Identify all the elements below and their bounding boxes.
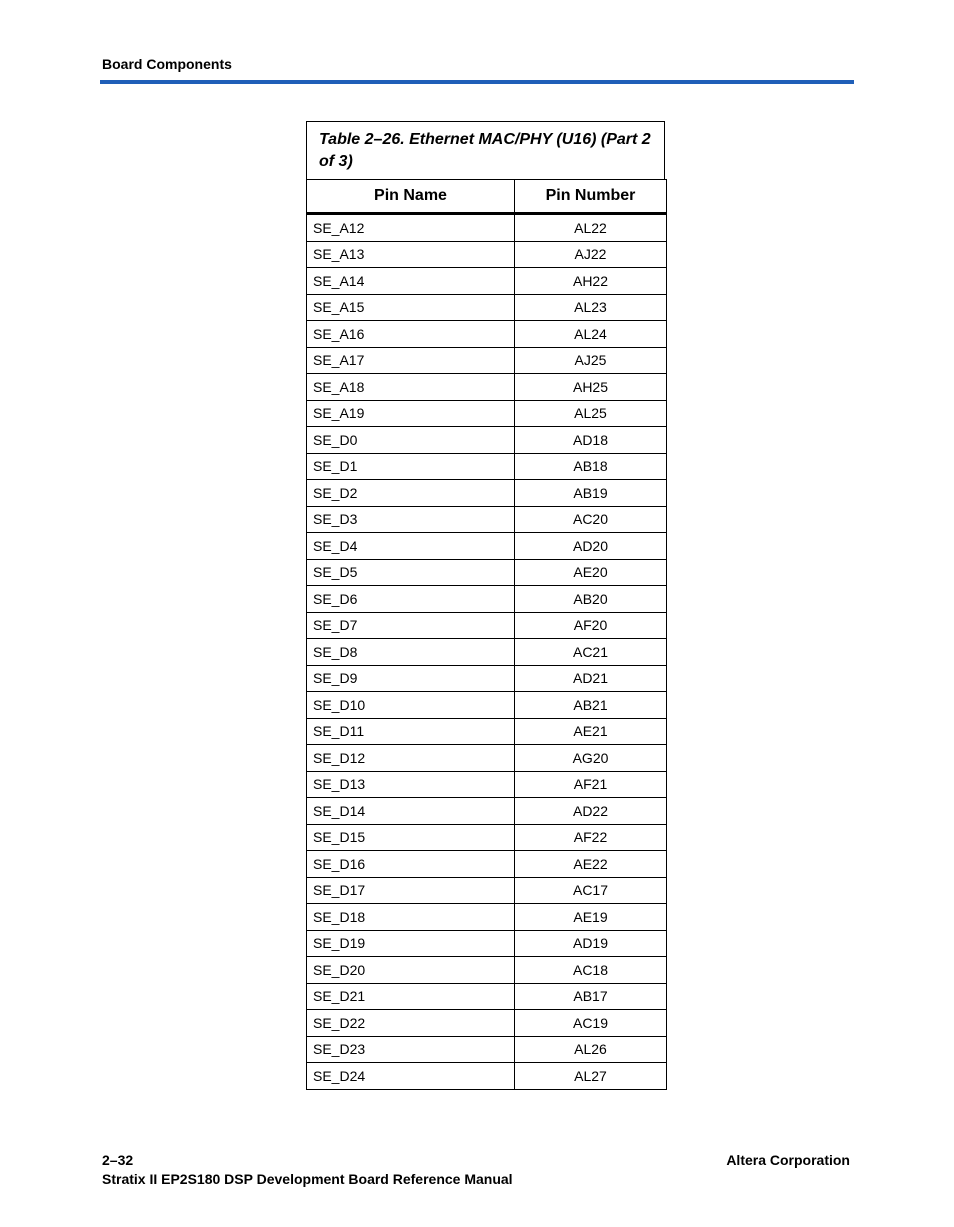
table-row [307,321,667,348]
pin-number-cell: AG20 [515,745,667,772]
pin-name-cell: SE_D4 [307,533,515,560]
table-row [307,214,667,242]
pin-number-cell: AF20 [515,612,667,639]
column-header-pin-name: Pin Name [307,180,515,214]
manual-title: Stratix II EP2S180 DSP Development Board Reference Manual [102,1171,513,1187]
table-row [307,745,667,772]
pin-name-cell: SE_A19 [307,400,515,427]
pin-name-cell: SE_D6 [307,586,515,613]
pin-number-cell: AE22 [515,851,667,878]
pin-name-cell: SE_D18 [307,904,515,931]
table-row [307,506,667,533]
table-row [307,1036,667,1063]
column-header-pin-number: Pin Number [515,180,667,214]
footer-left [102,1151,513,1189]
table-row [307,771,667,798]
pin-number-cell: AL25 [515,400,667,427]
table-row [307,824,667,851]
pin-name-cell: SE_D3 [307,506,515,533]
table-row [307,930,667,957]
pin-name-cell: SE_D20 [307,957,515,984]
pin-table-container [306,121,665,1090]
table-row [307,374,667,401]
pin-number-cell: AL23 [515,294,667,321]
table-row [307,294,667,321]
table-caption: Table 2–26. Ethernet MAC/PHY (U16) (Part 2 of 3) [306,121,665,179]
pin-number-cell: AL26 [515,1036,667,1063]
table-row [307,665,667,692]
pin-name-cell: SE_D10 [307,692,515,719]
pin-number-cell: AJ25 [515,347,667,374]
pin-name-cell: SE_A14 [307,268,515,295]
table-row [307,268,667,295]
pin-number-cell: AD20 [515,533,667,560]
pin-name-cell: SE_D8 [307,639,515,666]
pin-number-cell: AB21 [515,692,667,719]
pin-number-cell: AJ22 [515,241,667,268]
pin-name-cell: SE_A12 [307,214,515,242]
pin-name-cell: SE_D17 [307,877,515,904]
table-row [307,957,667,984]
table-row [307,983,667,1010]
table-row [307,639,667,666]
pin-number-cell: AD18 [515,427,667,454]
pin-name-cell: SE_D11 [307,718,515,745]
pin-number-cell: AF21 [515,771,667,798]
pin-name-cell: SE_D13 [307,771,515,798]
pin-number-cell: AB19 [515,480,667,507]
pin-number-cell: AB17 [515,983,667,1010]
pin-name-cell: SE_D21 [307,983,515,1010]
pin-name-cell: SE_D1 [307,453,515,480]
pin-number-cell: AB20 [515,586,667,613]
table-row [307,453,667,480]
pin-name-cell: SE_D2 [307,480,515,507]
pin-number-cell: AC18 [515,957,667,984]
table-row [307,877,667,904]
page-number: 2–32 [102,1152,134,1168]
pin-name-cell: SE_D12 [307,745,515,772]
pin-name-cell: SE_A13 [307,241,515,268]
table-row [307,241,667,268]
pin-number-cell: AH22 [515,268,667,295]
company-name: Altera Corporation [726,1152,850,1168]
pin-name-cell: SE_A15 [307,294,515,321]
pin-name-cell: SE_D5 [307,559,515,586]
table-row [307,559,667,586]
header-rule [100,80,854,84]
pin-number-cell: AC21 [515,639,667,666]
footer-right [726,1151,850,1170]
pin-number-cell: AE19 [515,904,667,931]
pin-number-cell: AB18 [515,453,667,480]
table-row [307,718,667,745]
pin-number-cell: AE21 [515,718,667,745]
pin-number-cell: AF22 [515,824,667,851]
pin-number-cell: AD22 [515,798,667,825]
pin-name-cell: SE_D9 [307,665,515,692]
table-body [307,214,667,1090]
table-row [307,904,667,931]
pin-name-cell: SE_D24 [307,1063,515,1090]
pin-name-cell: SE_D15 [307,824,515,851]
pin-number-cell: AL27 [515,1063,667,1090]
table-row [307,427,667,454]
table-row [307,347,667,374]
table-row [307,400,667,427]
table-row [307,533,667,560]
table-header-row [307,180,667,214]
pin-number-cell: AD19 [515,930,667,957]
pin-table [306,179,667,1090]
table-row [307,480,667,507]
pin-number-cell: AL24 [515,321,667,348]
pin-name-cell: SE_D22 [307,1010,515,1037]
table-row [307,1010,667,1037]
table-row [307,851,667,878]
section-title: Board Components [102,56,232,72]
pin-name-cell: SE_D14 [307,798,515,825]
table-row [307,1063,667,1090]
pin-name-cell: SE_D19 [307,930,515,957]
pin-name-cell: SE_A16 [307,321,515,348]
pin-number-cell: AC20 [515,506,667,533]
pin-name-cell: SE_A17 [307,347,515,374]
table-row [307,692,667,719]
pin-number-cell: AC19 [515,1010,667,1037]
pin-name-cell: SE_D7 [307,612,515,639]
pin-number-cell: AD21 [515,665,667,692]
pin-number-cell: AC17 [515,877,667,904]
table-row [307,612,667,639]
pin-number-cell: AE20 [515,559,667,586]
table-row [307,586,667,613]
pin-number-cell: AH25 [515,374,667,401]
pin-number-cell: AL22 [515,214,667,242]
pin-name-cell: SE_A18 [307,374,515,401]
pin-name-cell: SE_D23 [307,1036,515,1063]
pin-name-cell: SE_D16 [307,851,515,878]
pin-name-cell: SE_D0 [307,427,515,454]
table-row [307,798,667,825]
